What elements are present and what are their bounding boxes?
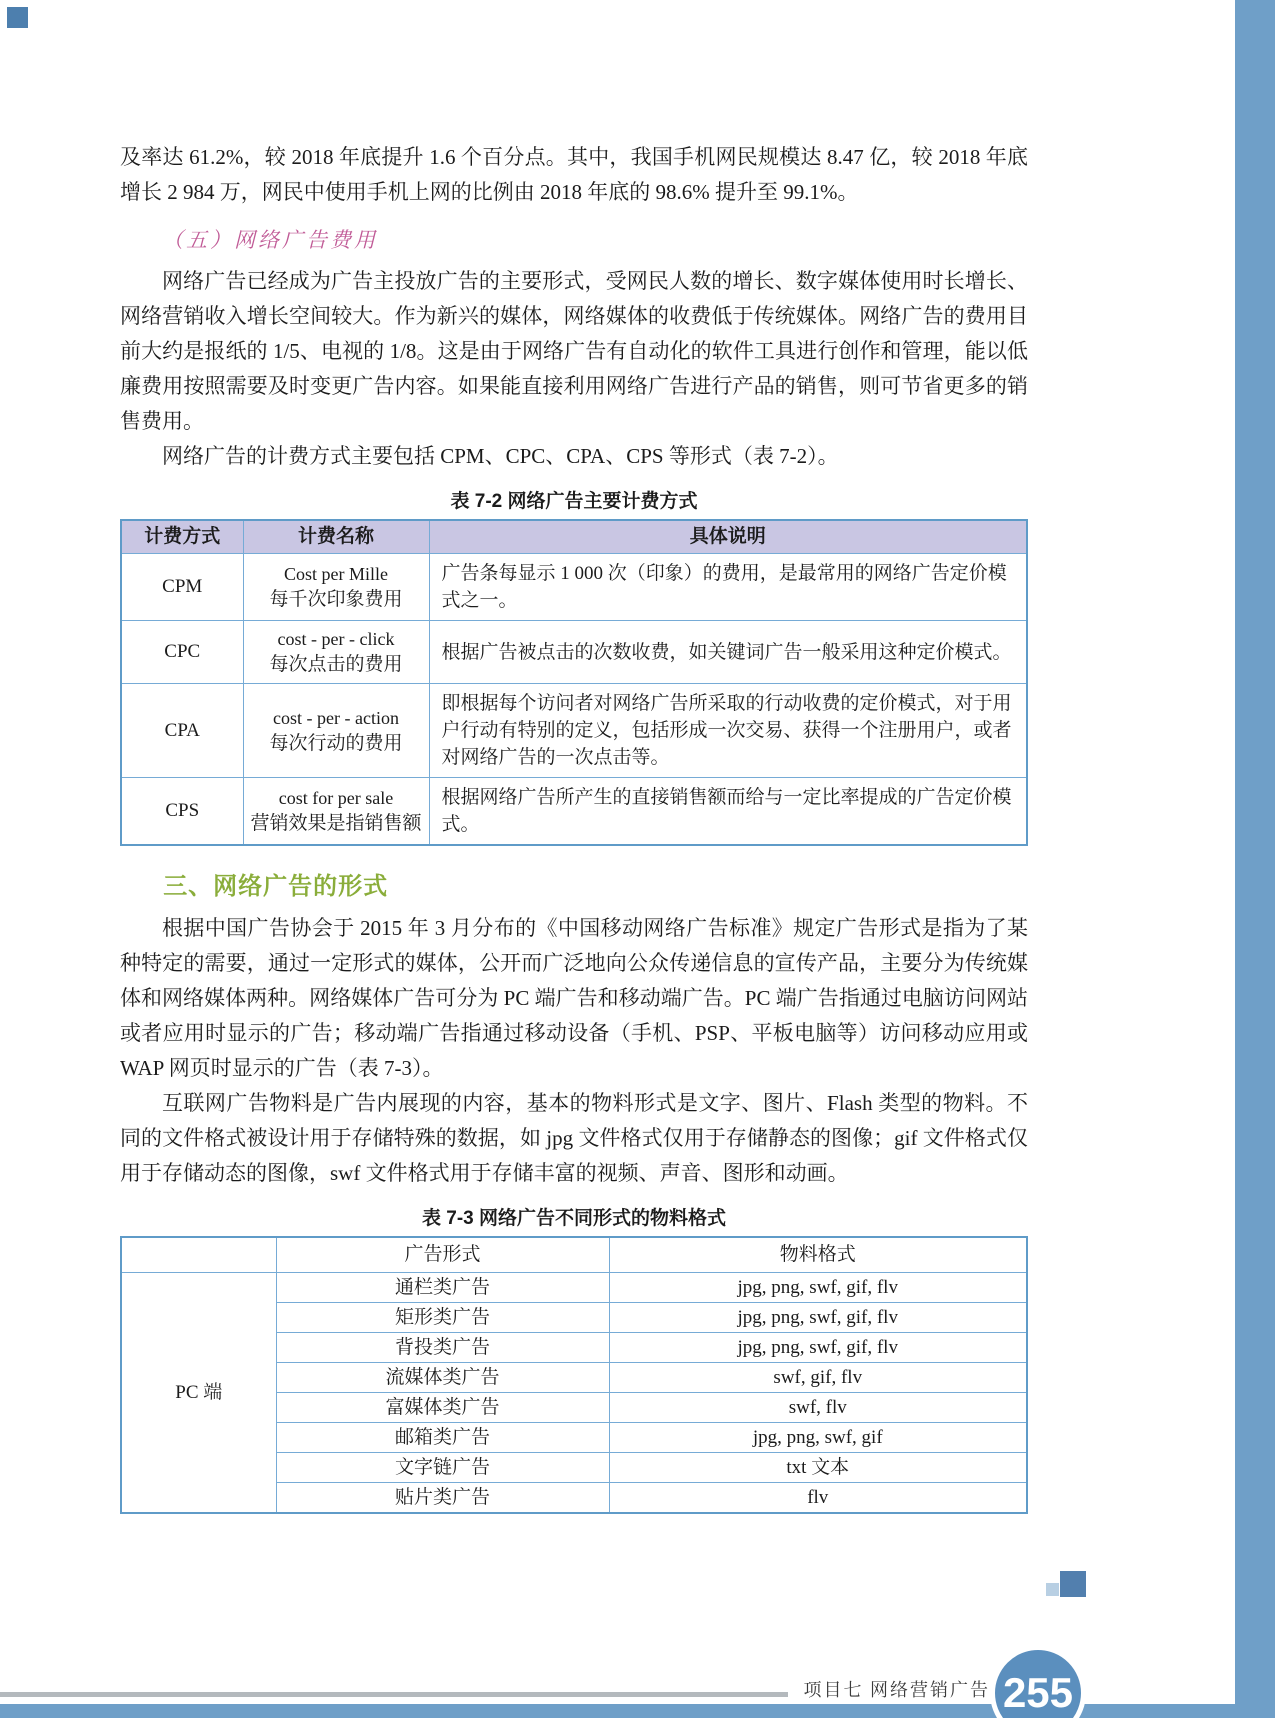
material-format: swf, flv (609, 1393, 1027, 1423)
corner-square-decoration (7, 7, 28, 28)
body-paragraph-5: 互联网广告物料是广告内展现的内容，基本的物料形式是文字、图片、Flash 类型的物料。不同的文件格式被设计用于存储特殊的数据，如 jpg 文件格式仅用于存储静态的图像；gif 文件格式仅用于存储动态的图像，swf 文件格式用于存储丰富的视频、声音、图形和动画。 (120, 1091, 1028, 1185)
billing-name (243, 621, 429, 684)
footer-rule-line (0, 1692, 788, 1697)
table-row (121, 684, 1027, 778)
col-header-device (121, 1237, 276, 1273)
col-header-description: 具体说明 (429, 520, 1027, 554)
material-format: jpg, png, swf, gif (609, 1423, 1027, 1453)
table-formats-caption: 表 7-3 网络广告不同形式的物料格式 (421, 1208, 727, 1229)
col-header-material-format: 物料格式 (609, 1237, 1027, 1273)
billing-description: 广告条每显示 1 000 次（印象）的费用，是最常用的网络广告定价模式之一。 (429, 554, 1027, 621)
billing-description: 根据网络广告所产生的直接销售额而给与一定比率提成的广告定价模式。 (429, 778, 1027, 846)
material-formats-table (120, 1236, 1028, 1514)
col-header-billing-method: 计费方式 (121, 520, 243, 554)
billing-name (243, 684, 429, 778)
page-content (120, 0, 1028, 1514)
table-row (121, 778, 1027, 846)
billing-name-cn: 每次点击的费用 (269, 654, 403, 675)
body-paragraph-1: 及率达 61.2%，较 2018 年底提升 1.6 个百分点。其中，我国手机网民规模达 8.47 亿，较 2018 年底增长 2 984 万，网民中使用手机上网的比例由 2018 年底的 98.6% 提升至 99.1%。 (120, 145, 1028, 204)
billing-code: CPM (121, 554, 243, 621)
ad-form: 矩形类广告 (276, 1303, 609, 1333)
table-header-row (121, 520, 1027, 554)
billing-name-cn: 每次行动的费用 (269, 732, 403, 754)
section-heading-ad-fee: （五）网络广告费用 (162, 228, 378, 252)
material-format: txt 文本 (609, 1453, 1027, 1483)
ad-form: 邮箱类广告 (276, 1423, 609, 1453)
material-format: jpg, png, swf, gif, flv (609, 1333, 1027, 1363)
pixel-square-small-decoration (1046, 1583, 1059, 1596)
col-header-ad-form: 广告形式 (276, 1237, 609, 1273)
material-format: jpg, png, swf, gif, flv (609, 1303, 1027, 1333)
ad-form: 通栏类广告 (276, 1273, 609, 1303)
body-paragraph-3: 网络广告的计费方式主要包括 CPM、CPC、CPA、CPS 等形式（表 7-2）。 (162, 444, 839, 468)
billing-name-en: cost - per - click (277, 629, 395, 649)
device-group-label: PC 端 (121, 1273, 276, 1514)
ad-form: 背投类广告 (276, 1333, 609, 1363)
billing-name (243, 778, 429, 846)
ad-form: 富媒体类广告 (276, 1393, 609, 1423)
body-paragraph-4: 根据中国广告协会于 2015 年 3 月分布的《中国移动网络广告标准》规定广告形式是指为了某种特定的需要，通过一定形式的媒体，公开而广泛地向公众传递信息的宣传产品，主要分为传统媒体和网络媒体两种。网络媒体广告可分为 PC 端广告和移动端广告。PC 端广告指通过电脑访问网站或者应用时显示的广告；移动端广告指通过移动设备（手机、PSP、平板电脑等）访问移动应用或 WAP 网页时显示的广告（表 7-3）。 (120, 916, 1028, 1080)
table-row (121, 621, 1027, 684)
ad-form: 文字链广告 (276, 1453, 609, 1483)
right-edge-bar (1235, 0, 1275, 1718)
table-header-row (121, 1237, 1027, 1273)
material-format: jpg, png, swf, gif, flv (609, 1273, 1027, 1303)
table-row (121, 554, 1027, 621)
billing-name-cn: 营销效果是指销售额 (250, 813, 422, 834)
billing-description: 即根据每个访问者对网络广告所采取的行动收费的定价模式，对于用户行动有特别的定义，包括形成一次交易、获得一个注册用户，或者对网络广告的一次点击等。 (429, 684, 1027, 778)
ad-form: 流媒体类广告 (276, 1363, 609, 1393)
billing-code: CPS (121, 778, 243, 846)
billing-description: 根据广告被点击的次数收费，如关键词广告一般采用这种定价模式。 (429, 621, 1027, 684)
table-row (121, 1273, 1027, 1303)
billing-name-en: Cost per Mille (284, 564, 388, 584)
billing-name-cn: 每千次印象费用 (269, 589, 403, 610)
billing-code: CPA (121, 684, 243, 778)
page-number-badge (990, 1645, 1086, 1718)
billing-name-en: cost - per - action (273, 707, 399, 728)
body-paragraph-2: 网络广告已经成为广告主投放广告的主要形式，受网民人数的增长、数字媒体使用时长增长、网络营销收入增长空间较大。作为新兴的媒体，网络媒体的收费低于传统媒体。网络广告的费用目前大约是报纸的 1/5、电视的 1/8。这是由于网络广告有自动化的软件工具进行创作和管理，能以低廉费用按照需要及时变更广告内容。如果能直接利用网络广告进行产品的销售，则可节省更多的销售费用。 (120, 269, 1028, 433)
material-format: swf, gif, flv (609, 1363, 1027, 1393)
page-number: 255 (1002, 1669, 1074, 1716)
billing-name-en: cost for per sale (278, 788, 394, 808)
ad-form: 贴片类广告 (276, 1483, 609, 1514)
col-header-billing-name: 计费名称 (243, 520, 429, 554)
billing-methods-table (120, 519, 1028, 846)
running-footer: 项目七 网络营销广告 (803, 1680, 990, 1700)
material-format: flv (609, 1483, 1027, 1514)
billing-code: CPC (121, 621, 243, 684)
section-heading-ad-forms: 三、网络广告的形式 (163, 873, 389, 900)
table-billing-caption: 表 7-2 网络广告主要计费方式 (450, 491, 698, 512)
billing-name (243, 554, 429, 621)
pixel-square-large-decoration (1060, 1571, 1086, 1597)
